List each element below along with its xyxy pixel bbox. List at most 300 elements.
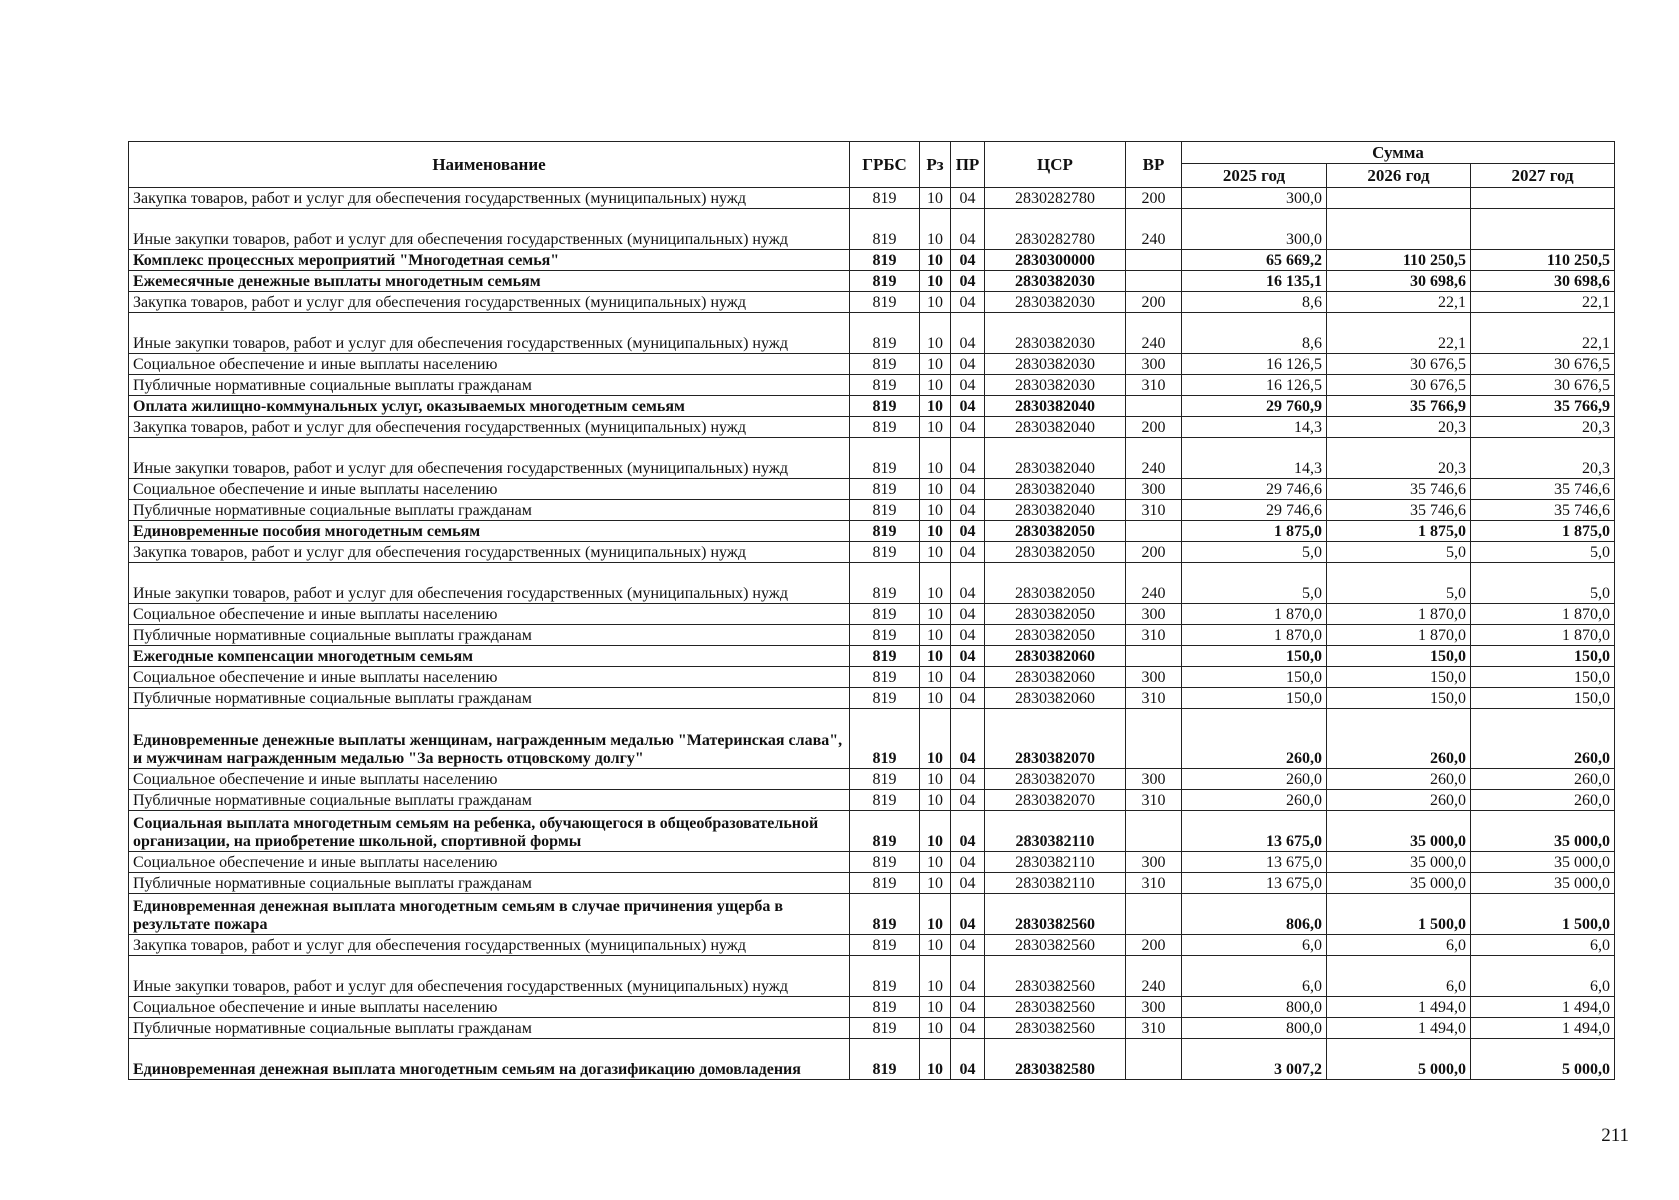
cell-rz: 10 (920, 688, 951, 709)
cell-tsr: 2830282780 (985, 188, 1126, 209)
cell-grbs: 819 (850, 188, 920, 209)
cell-name: Закупка товаров, работ и услуг для обеспечения государственных (муниципальных) нужд (129, 188, 850, 209)
cell-tsr: 2830382560 (985, 1018, 1126, 1039)
cell-2025: 13 675,0 (1182, 873, 1327, 894)
cell-tsr: 2830382030 (985, 271, 1126, 292)
cell-2025: 6,0 (1182, 935, 1327, 956)
cell-vr: 200 (1126, 188, 1182, 209)
cell-2026: 5 000,0 (1327, 1039, 1471, 1080)
cell-2026: 260,0 (1327, 769, 1471, 790)
cell-pr: 04 (951, 313, 985, 354)
cell-2027: 30 676,5 (1471, 354, 1615, 375)
cell-2026: 22,1 (1327, 313, 1471, 354)
cell-2026: 1 870,0 (1327, 625, 1471, 646)
table-row (129, 956, 1615, 997)
cell-tsr: 2830382030 (985, 292, 1126, 313)
cell-2025: 3 007,2 (1182, 1039, 1327, 1080)
header-rz: Рз (920, 142, 951, 188)
cell-grbs: 819 (850, 479, 920, 500)
cell-pr: 04 (951, 935, 985, 956)
cell-name: Ежемесячные денежные выплаты многодетным семьям (129, 271, 850, 292)
cell-name: Единовременная денежная выплата многодетным семьям в случае причинения ущерба в результате пожара (129, 894, 850, 935)
cell-name: Иные закупки товаров, работ и услуг для обеспечения государственных (муниципальных) нужд (129, 438, 850, 479)
table-row (129, 769, 1615, 790)
cell-name: Закупка товаров, работ и услуг для обеспечения государственных (муниципальных) нужд (129, 417, 850, 438)
table-row (129, 894, 1615, 935)
cell-2025: 260,0 (1182, 769, 1327, 790)
cell-2026: 260,0 (1327, 790, 1471, 811)
cell-grbs: 819 (850, 625, 920, 646)
cell-tsr: 2830382060 (985, 646, 1126, 667)
cell-2027: 6,0 (1471, 935, 1615, 956)
cell-rz: 10 (920, 479, 951, 500)
cell-rz: 10 (920, 790, 951, 811)
cell-rz: 10 (920, 935, 951, 956)
cell-2027: 35 746,6 (1471, 500, 1615, 521)
cell-rz: 10 (920, 542, 951, 563)
cell-rz: 10 (920, 852, 951, 873)
cell-rz: 10 (920, 354, 951, 375)
cell-2026: 35 746,6 (1327, 500, 1471, 521)
cell-2027 (1471, 188, 1615, 209)
cell-2025: 1 875,0 (1182, 521, 1327, 542)
header-grbs: ГРБС (850, 142, 920, 188)
budget-table (128, 141, 1615, 1080)
cell-grbs: 819 (850, 563, 920, 604)
cell-tsr: 2830382050 (985, 521, 1126, 542)
header-tsr: ЦСР (985, 142, 1126, 188)
cell-name: Иные закупки товаров, работ и услуг для обеспечения государственных (муниципальных) нужд (129, 209, 850, 250)
cell-name: Комплекс процессных мероприятий "Многодетная семья" (129, 250, 850, 271)
table-row (129, 417, 1615, 438)
table-row (129, 542, 1615, 563)
cell-vr: 310 (1126, 688, 1182, 709)
cell-2026: 110 250,5 (1327, 250, 1471, 271)
cell-pr: 04 (951, 292, 985, 313)
cell-2026: 20,3 (1327, 438, 1471, 479)
cell-vr: 300 (1126, 354, 1182, 375)
cell-grbs: 819 (850, 852, 920, 873)
cell-2026: 1 875,0 (1327, 521, 1471, 542)
cell-name: Публичные нормативные социальные выплаты гражданам (129, 625, 850, 646)
cell-vr: 310 (1126, 375, 1182, 396)
cell-2027: 30 676,5 (1471, 375, 1615, 396)
header-name: Наименование (129, 142, 850, 188)
cell-grbs: 819 (850, 417, 920, 438)
cell-2026: 6,0 (1327, 956, 1471, 997)
cell-tsr: 2830382070 (985, 790, 1126, 811)
cell-2025: 260,0 (1182, 790, 1327, 811)
cell-2026: 150,0 (1327, 688, 1471, 709)
cell-rz: 10 (920, 646, 951, 667)
cell-pr: 04 (951, 667, 985, 688)
cell-2026: 150,0 (1327, 667, 1471, 688)
cell-tsr: 2830382580 (985, 1039, 1126, 1080)
table-row (129, 1018, 1615, 1039)
cell-tsr: 2830382030 (985, 354, 1126, 375)
cell-tsr: 2830382040 (985, 396, 1126, 417)
cell-pr: 04 (951, 709, 985, 769)
cell-tsr: 2830382060 (985, 667, 1126, 688)
cell-2025: 13 675,0 (1182, 852, 1327, 873)
table-row (129, 935, 1615, 956)
cell-2026: 150,0 (1327, 646, 1471, 667)
cell-rz: 10 (920, 604, 951, 625)
table-header (129, 142, 1615, 188)
table-row (129, 271, 1615, 292)
header-year-2027: 2027 год (1471, 164, 1615, 188)
cell-pr: 04 (951, 625, 985, 646)
cell-grbs: 819 (850, 997, 920, 1018)
cell-vr: 310 (1126, 790, 1182, 811)
cell-vr: 200 (1126, 542, 1182, 563)
cell-pr: 04 (951, 1039, 985, 1080)
cell-grbs: 819 (850, 709, 920, 769)
cell-name: Публичные нормативные социальные выплаты гражданам (129, 500, 850, 521)
cell-grbs: 819 (850, 769, 920, 790)
cell-2026: 30 698,6 (1327, 271, 1471, 292)
cell-vr (1126, 709, 1182, 769)
table-row (129, 1039, 1615, 1080)
cell-pr: 04 (951, 500, 985, 521)
cell-rz: 10 (920, 250, 951, 271)
cell-rz: 10 (920, 1018, 951, 1039)
cell-name: Закупка товаров, работ и услуг для обеспечения государственных (муниципальных) нужд (129, 292, 850, 313)
cell-tsr: 2830382050 (985, 625, 1126, 646)
cell-name: Ежегодные компенсации многодетным семьям (129, 646, 850, 667)
cell-tsr: 2830382110 (985, 852, 1126, 873)
cell-vr: 300 (1126, 769, 1182, 790)
header-sum: Сумма (1182, 142, 1615, 164)
cell-rz: 10 (920, 313, 951, 354)
cell-name: Социальное обеспечение и иные выплаты населению (129, 354, 850, 375)
cell-grbs: 819 (850, 209, 920, 250)
cell-pr: 04 (951, 769, 985, 790)
cell-tsr: 2830382040 (985, 438, 1126, 479)
cell-2026: 6,0 (1327, 935, 1471, 956)
cell-rz: 10 (920, 1039, 951, 1080)
cell-2025: 14,3 (1182, 438, 1327, 479)
cell-2026: 1 494,0 (1327, 1018, 1471, 1039)
table-row (129, 479, 1615, 500)
cell-2025: 65 669,2 (1182, 250, 1327, 271)
table-row (129, 396, 1615, 417)
table-row (129, 709, 1615, 769)
cell-pr: 04 (951, 688, 985, 709)
cell-name: Публичные нормативные социальные выплаты гражданам (129, 790, 850, 811)
cell-2027: 260,0 (1471, 769, 1615, 790)
cell-pr: 04 (951, 563, 985, 604)
cell-tsr: 2830382110 (985, 873, 1126, 894)
cell-rz: 10 (920, 438, 951, 479)
cell-grbs: 819 (850, 354, 920, 375)
cell-name: Единовременные денежные выплаты женщинам, награжденным медалью "Материнская слава", и мужчинам награжденным медалью "За верность отцовскому долгу" (129, 709, 850, 769)
cell-rz: 10 (920, 894, 951, 935)
cell-2025: 13 675,0 (1182, 811, 1327, 852)
cell-pr: 04 (951, 209, 985, 250)
table-row (129, 563, 1615, 604)
cell-2025: 1 870,0 (1182, 625, 1327, 646)
cell-2025: 806,0 (1182, 894, 1327, 935)
cell-2025: 150,0 (1182, 646, 1327, 667)
cell-pr: 04 (951, 811, 985, 852)
cell-2026: 35 000,0 (1327, 811, 1471, 852)
cell-grbs: 819 (850, 1018, 920, 1039)
cell-vr (1126, 894, 1182, 935)
cell-vr (1126, 521, 1182, 542)
cell-rz: 10 (920, 209, 951, 250)
cell-name: Публичные нормативные социальные выплаты гражданам (129, 375, 850, 396)
cell-grbs: 819 (850, 1039, 920, 1080)
cell-tsr: 2830382560 (985, 997, 1126, 1018)
cell-2026 (1327, 209, 1471, 250)
cell-tsr: 2830382040 (985, 417, 1126, 438)
table-row (129, 292, 1615, 313)
cell-2027: 5,0 (1471, 542, 1615, 563)
cell-vr: 240 (1126, 563, 1182, 604)
cell-name: Публичные нормативные социальные выплаты гражданам (129, 873, 850, 894)
cell-rz: 10 (920, 271, 951, 292)
cell-rz: 10 (920, 375, 951, 396)
cell-grbs: 819 (850, 894, 920, 935)
cell-tsr: 2830382060 (985, 688, 1126, 709)
cell-2026: 20,3 (1327, 417, 1471, 438)
cell-grbs: 819 (850, 935, 920, 956)
table-row (129, 604, 1615, 625)
cell-tsr: 2830382560 (985, 956, 1126, 997)
cell-2025: 260,0 (1182, 709, 1327, 769)
cell-grbs: 819 (850, 438, 920, 479)
cell-pr: 04 (951, 250, 985, 271)
table-row (129, 209, 1615, 250)
cell-rz: 10 (920, 563, 951, 604)
cell-2027: 150,0 (1471, 688, 1615, 709)
cell-2026: 5,0 (1327, 563, 1471, 604)
cell-tsr: 2830382070 (985, 709, 1126, 769)
cell-vr (1126, 396, 1182, 417)
cell-rz: 10 (920, 292, 951, 313)
cell-2025: 150,0 (1182, 688, 1327, 709)
table-row (129, 997, 1615, 1018)
cell-2025: 150,0 (1182, 667, 1327, 688)
cell-rz: 10 (920, 667, 951, 688)
cell-rz: 10 (920, 709, 951, 769)
cell-name: Социальное обеспечение и иные выплаты населению (129, 852, 850, 873)
cell-2027 (1471, 209, 1615, 250)
cell-2025: 800,0 (1182, 1018, 1327, 1039)
cell-vr: 200 (1126, 417, 1182, 438)
table-row (129, 873, 1615, 894)
table-body (129, 188, 1615, 1080)
cell-pr: 04 (951, 646, 985, 667)
cell-rz: 10 (920, 997, 951, 1018)
cell-vr: 240 (1126, 313, 1182, 354)
cell-pr: 04 (951, 604, 985, 625)
cell-2026: 30 676,5 (1327, 375, 1471, 396)
cell-vr (1126, 811, 1182, 852)
cell-pr: 04 (951, 479, 985, 500)
cell-tsr: 2830382030 (985, 313, 1126, 354)
cell-vr: 310 (1126, 1018, 1182, 1039)
cell-2025: 5,0 (1182, 563, 1327, 604)
cell-tsr: 2830382030 (985, 375, 1126, 396)
cell-vr: 240 (1126, 438, 1182, 479)
header-year-2025: 2025 год (1182, 164, 1327, 188)
cell-tsr: 2830382070 (985, 769, 1126, 790)
cell-pr: 04 (951, 542, 985, 563)
cell-name: Иные закупки товаров, работ и услуг для обеспечения государственных (муниципальных) нужд (129, 313, 850, 354)
cell-2025: 29 760,9 (1182, 396, 1327, 417)
cell-pr: 04 (951, 894, 985, 935)
cell-rz: 10 (920, 188, 951, 209)
cell-grbs: 819 (850, 956, 920, 997)
cell-rz: 10 (920, 811, 951, 852)
cell-2025: 800,0 (1182, 997, 1327, 1018)
table-row (129, 667, 1615, 688)
cell-grbs: 819 (850, 250, 920, 271)
cell-tsr: 2830382560 (985, 935, 1126, 956)
cell-vr: 300 (1126, 997, 1182, 1018)
cell-grbs: 819 (850, 500, 920, 521)
cell-pr: 04 (951, 956, 985, 997)
cell-name: Оплата жилищно-коммунальных услуг, оказываемых многодетным семьям (129, 396, 850, 417)
cell-rz: 10 (920, 521, 951, 542)
cell-name: Социальное обеспечение и иные выплаты населению (129, 604, 850, 625)
cell-2027: 35 000,0 (1471, 852, 1615, 873)
cell-vr: 300 (1126, 667, 1182, 688)
cell-tsr: 2830382050 (985, 604, 1126, 625)
cell-2025: 1 870,0 (1182, 604, 1327, 625)
cell-vr: 300 (1126, 604, 1182, 625)
cell-pr: 04 (951, 997, 985, 1018)
cell-2026: 35 000,0 (1327, 873, 1471, 894)
cell-rz: 10 (920, 873, 951, 894)
cell-rz: 10 (920, 396, 951, 417)
cell-name: Социальная выплата многодетным семьям на ребенка, обучающегося в общеобразовательной организации, на приобретение школьной, спортивной формы (129, 811, 850, 852)
cell-vr (1126, 646, 1182, 667)
cell-pr: 04 (951, 438, 985, 479)
cell-name: Единовременные пособия многодетным семьям (129, 521, 850, 542)
cell-2026: 35 000,0 (1327, 852, 1471, 873)
cell-rz: 10 (920, 625, 951, 646)
cell-tsr: 2830382110 (985, 811, 1126, 852)
cell-2025: 14,3 (1182, 417, 1327, 438)
cell-2027: 35 766,9 (1471, 396, 1615, 417)
cell-2025: 8,6 (1182, 313, 1327, 354)
table-row (129, 688, 1615, 709)
cell-2025: 300,0 (1182, 209, 1327, 250)
cell-vr (1126, 1039, 1182, 1080)
cell-2025: 16 135,1 (1182, 271, 1327, 292)
table-row (129, 646, 1615, 667)
table-row (129, 250, 1615, 271)
cell-vr: 310 (1126, 873, 1182, 894)
cell-vr: 310 (1126, 500, 1182, 521)
cell-2025: 29 746,6 (1182, 479, 1327, 500)
cell-grbs: 819 (850, 542, 920, 563)
cell-2027: 150,0 (1471, 667, 1615, 688)
cell-grbs: 819 (850, 521, 920, 542)
cell-name: Социальное обеспечение и иные выплаты населению (129, 667, 850, 688)
cell-name: Закупка товаров, работ и услуг для обеспечения государственных (муниципальных) нужд (129, 542, 850, 563)
cell-name: Публичные нормативные социальные выплаты гражданам (129, 688, 850, 709)
cell-2025: 6,0 (1182, 956, 1327, 997)
table-row (129, 625, 1615, 646)
cell-pr: 04 (951, 396, 985, 417)
table-row (129, 354, 1615, 375)
cell-2027: 22,1 (1471, 313, 1615, 354)
cell-vr: 200 (1126, 292, 1182, 313)
cell-grbs: 819 (850, 604, 920, 625)
cell-2027: 1 494,0 (1471, 1018, 1615, 1039)
cell-grbs: 819 (850, 396, 920, 417)
cell-pr: 04 (951, 271, 985, 292)
cell-2027: 5 000,0 (1471, 1039, 1615, 1080)
cell-grbs: 819 (850, 271, 920, 292)
table-row (129, 500, 1615, 521)
cell-pr: 04 (951, 1018, 985, 1039)
cell-vr: 200 (1126, 935, 1182, 956)
cell-name: Публичные нормативные социальные выплаты гражданам (129, 1018, 850, 1039)
cell-2027: 260,0 (1471, 790, 1615, 811)
cell-2026: 35 746,6 (1327, 479, 1471, 500)
cell-2025: 29 746,6 (1182, 500, 1327, 521)
cell-2025: 16 126,5 (1182, 375, 1327, 396)
cell-vr: 300 (1126, 852, 1182, 873)
table-row (129, 521, 1615, 542)
cell-2026: 1 500,0 (1327, 894, 1471, 935)
cell-2027: 35 000,0 (1471, 811, 1615, 852)
cell-2026: 5,0 (1327, 542, 1471, 563)
cell-tsr: 2830300000 (985, 250, 1126, 271)
cell-2026: 30 676,5 (1327, 354, 1471, 375)
cell-2027: 30 698,6 (1471, 271, 1615, 292)
cell-2026: 260,0 (1327, 709, 1471, 769)
cell-2027: 22,1 (1471, 292, 1615, 313)
cell-2026: 22,1 (1327, 292, 1471, 313)
table-row (129, 375, 1615, 396)
cell-2027: 6,0 (1471, 956, 1615, 997)
cell-tsr: 2830282780 (985, 209, 1126, 250)
cell-rz: 10 (920, 500, 951, 521)
cell-tsr: 2830382560 (985, 894, 1126, 935)
cell-2027: 1 500,0 (1471, 894, 1615, 935)
cell-2027: 110 250,5 (1471, 250, 1615, 271)
cell-2027: 150,0 (1471, 646, 1615, 667)
cell-2027: 35 000,0 (1471, 873, 1615, 894)
cell-pr: 04 (951, 188, 985, 209)
table-row (129, 313, 1615, 354)
header-pr: ПР (951, 142, 985, 188)
cell-grbs: 819 (850, 313, 920, 354)
cell-grbs: 819 (850, 292, 920, 313)
cell-pr: 04 (951, 873, 985, 894)
header-vr: ВР (1126, 142, 1182, 188)
cell-name: Единовременная денежная выплата многодетным семьям на догазификацию домовладения (129, 1039, 850, 1080)
cell-2027: 1 494,0 (1471, 997, 1615, 1018)
cell-2027: 20,3 (1471, 417, 1615, 438)
cell-pr: 04 (951, 852, 985, 873)
page-number: 211 (1601, 1125, 1629, 1146)
cell-name: Социальное обеспечение и иные выплаты населению (129, 769, 850, 790)
cell-pr: 04 (951, 375, 985, 396)
cell-tsr: 2830382040 (985, 500, 1126, 521)
cell-2027: 260,0 (1471, 709, 1615, 769)
cell-2027: 20,3 (1471, 438, 1615, 479)
cell-2027: 1 875,0 (1471, 521, 1615, 542)
cell-2026: 1 494,0 (1327, 997, 1471, 1018)
cell-grbs: 819 (850, 790, 920, 811)
